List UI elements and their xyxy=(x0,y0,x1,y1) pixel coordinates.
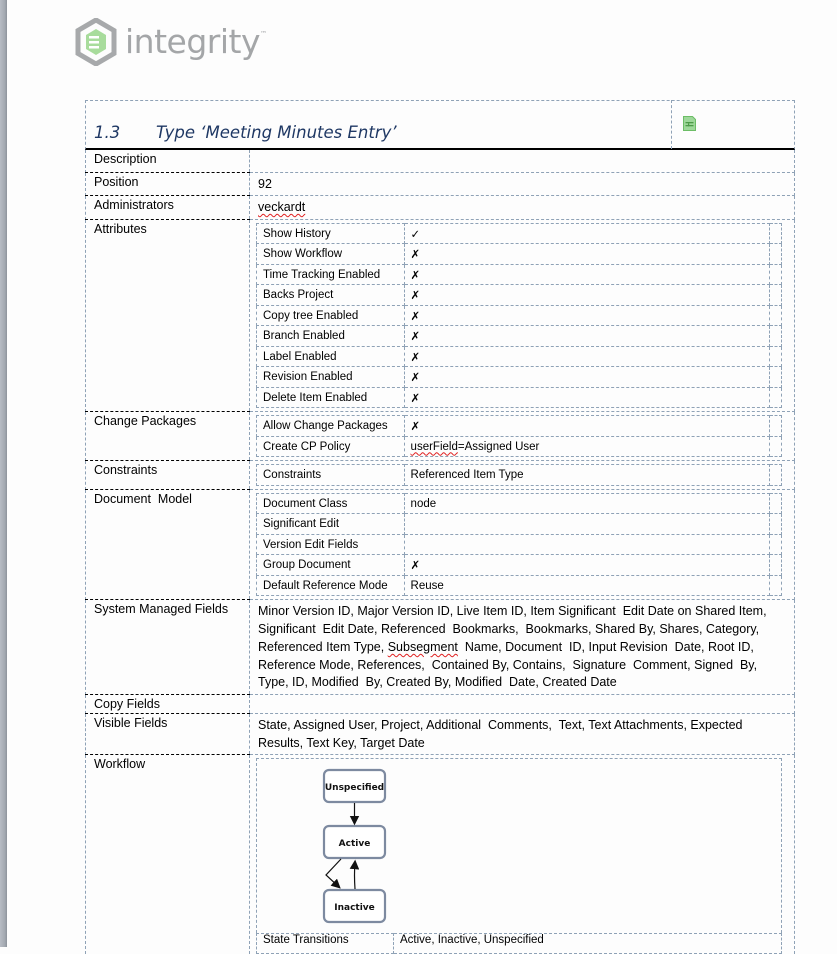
constraint-row xyxy=(257,465,782,486)
row-constraints xyxy=(86,461,795,490)
value-copy-fields xyxy=(250,694,795,713)
attribute-spacer xyxy=(769,264,781,285)
attribute-name: Backs Project xyxy=(257,285,405,306)
cp-value-suffix: =Assigned User xyxy=(457,440,540,453)
attribute-spacer xyxy=(769,367,781,388)
row-document-model xyxy=(86,489,795,600)
constraint-value: Referenced Item Type xyxy=(404,465,769,486)
value-administrators: veckardt xyxy=(258,200,306,215)
label-administrators: Administrators xyxy=(86,196,250,220)
section-heading xyxy=(94,123,397,142)
value-constraints xyxy=(250,461,795,490)
doc-model-row xyxy=(257,534,782,555)
constraint-name: Constraints xyxy=(257,465,405,486)
label-document-model: Document Model xyxy=(86,489,250,600)
state-transitions-label: State Transitions xyxy=(257,934,394,954)
transition-inactive-active xyxy=(355,862,356,889)
state-transitions-value: Active, Inactive, Unspecified xyxy=(394,934,782,954)
row-system-managed-fields xyxy=(86,600,795,695)
label-workflow: Workflow xyxy=(86,755,250,954)
label-system-managed-fields: System Managed Fields xyxy=(86,600,250,695)
attribute-value: ✗ xyxy=(404,264,769,285)
doc-model-row xyxy=(257,575,782,596)
section-title: Type ‘Meeting Minutes Entry’ xyxy=(156,123,397,142)
logo-wordmark: integrity™ xyxy=(125,21,267,61)
row-workflow xyxy=(86,755,795,954)
value-visible-fields: State, Assigned User, Project, Additional Comments, Text, Text Attachments, Expected Results, Text Key, Target Date xyxy=(250,713,795,754)
constraints-table xyxy=(256,464,782,486)
doc-model-row xyxy=(257,493,782,514)
cp-spacer xyxy=(769,436,781,457)
label-attributes: Attributes xyxy=(86,219,250,412)
type-properties-table xyxy=(85,150,795,954)
value-attributes xyxy=(250,219,795,412)
attribute-name: Time Tracking Enabled xyxy=(257,264,405,285)
transition-active-inactive xyxy=(326,859,341,887)
integrity-hexagon-icon xyxy=(75,18,117,66)
attribute-value: ✗ xyxy=(404,326,769,347)
attribute-spacer xyxy=(769,346,781,367)
doc-model-spacer xyxy=(769,575,781,596)
doc-model-row xyxy=(257,555,782,576)
cp-row xyxy=(257,436,782,457)
doc-model-spacer xyxy=(769,493,781,514)
attribute-name: Revision Enabled xyxy=(257,367,405,388)
value-workflow xyxy=(250,755,795,954)
attribute-value: ✗ xyxy=(404,367,769,388)
cp-spacer xyxy=(769,416,781,437)
label-description: Description xyxy=(86,150,250,172)
attribute-row xyxy=(257,346,782,367)
doc-model-spacer xyxy=(769,514,781,535)
row-change-packages xyxy=(86,412,795,461)
cp-value xyxy=(404,436,769,457)
doc-model-name: Group Document xyxy=(257,555,405,576)
label-copy-fields: Copy Fields xyxy=(86,694,250,713)
attribute-spacer xyxy=(769,305,781,326)
doc-model-value: Reuse xyxy=(404,575,769,596)
attribute-name: Delete Item Enabled xyxy=(257,387,405,408)
type-document xyxy=(85,100,795,954)
label-constraints: Constraints xyxy=(86,461,250,490)
integrity-logo xyxy=(75,17,266,67)
attribute-value: ✗ xyxy=(404,305,769,326)
smf-text-a: Minor Version ID, Major Version ID, Live Item ID, Item Significant Edit Date on Shared Item, Significant Edit Date, Referenced Bookmarks, Bookmarks, Shared By, Shares, Category, Referenced Item Type, xyxy=(258,604,771,654)
state-label-inactive: Inactive xyxy=(334,903,375,914)
workflow-diagram-svg xyxy=(321,767,401,927)
value-change-packages xyxy=(250,412,795,461)
label-position: Position xyxy=(86,172,250,196)
label-visible-fields: Visible Fields xyxy=(86,713,250,754)
doc-model-value: node xyxy=(404,493,769,514)
row-position xyxy=(86,172,795,196)
attribute-row xyxy=(257,305,782,326)
attribute-spacer xyxy=(769,244,781,265)
window-left-edge xyxy=(0,0,7,947)
doc-model-value xyxy=(404,514,769,535)
doc-model-value xyxy=(404,534,769,555)
cp-name: Allow Change Packages xyxy=(257,416,405,437)
attribute-row xyxy=(257,264,782,285)
doc-model-spacer xyxy=(769,534,781,555)
attribute-spacer xyxy=(769,223,781,244)
attribute-row xyxy=(257,285,782,306)
doc-model-name: Default Reference Mode xyxy=(257,575,405,596)
doc-model-name: Document Class xyxy=(257,493,405,514)
change-packages-table xyxy=(256,415,782,457)
cp-name: Create CP Policy xyxy=(257,436,405,457)
smf-text-misspelled: Subsegment xyxy=(387,639,458,654)
row-administrators xyxy=(86,196,795,220)
workflow-diagram xyxy=(256,758,782,933)
state-transitions-row xyxy=(257,934,782,954)
attribute-row xyxy=(257,367,782,388)
doc-model-value: ✗ xyxy=(404,555,769,576)
attribute-spacer xyxy=(769,326,781,347)
constraint-spacer xyxy=(769,465,781,486)
doc-model-spacer xyxy=(769,555,781,576)
attribute-name: Show Workflow xyxy=(257,244,405,265)
state-label-unspecified: Unspecified xyxy=(324,783,385,794)
cp-row xyxy=(257,416,782,437)
row-description xyxy=(86,150,795,172)
state-transitions-table xyxy=(256,933,782,954)
section-number: 1.3 xyxy=(94,123,121,142)
doc-model-row xyxy=(257,514,782,535)
label-change-packages: Change Packages xyxy=(86,412,250,461)
value-description xyxy=(250,150,795,172)
row-attributes xyxy=(86,219,795,412)
document-spreadsheet-icon[interactable] xyxy=(683,116,696,131)
value-position: 92 xyxy=(250,172,795,196)
attribute-row xyxy=(257,223,782,244)
document-model-table xyxy=(256,493,782,597)
attribute-value: ✗ xyxy=(404,285,769,306)
cp-value: ✗ xyxy=(404,416,769,437)
value-document-model xyxy=(250,489,795,600)
attribute-value: ✓ xyxy=(404,223,769,244)
attributes-table xyxy=(256,223,782,409)
heading-icon-cell xyxy=(671,100,796,149)
attribute-row xyxy=(257,244,782,265)
attribute-spacer xyxy=(769,387,781,408)
attribute-value: ✗ xyxy=(404,244,769,265)
smf-text-b: Name, Document ID, Input Revision Date, Root ID, Reference Mode, References, Contained By, Contains, Signature Comment, Signed By, Type, ID, Modified By, Created By, Modified Date, Created Date xyxy=(258,639,761,690)
value-system-managed-fields xyxy=(250,600,795,695)
row-visible-fields xyxy=(86,713,795,754)
attribute-spacer xyxy=(769,285,781,306)
attribute-name: Show History xyxy=(257,223,405,244)
attribute-name: Copy tree Enabled xyxy=(257,305,405,326)
cp-value-prefix: userField xyxy=(410,440,458,453)
value-administrators-cell xyxy=(250,196,795,220)
doc-model-name: Significant Edit xyxy=(257,514,405,535)
state-label-active: Active xyxy=(338,839,371,850)
attribute-row xyxy=(257,387,782,408)
section-heading-row xyxy=(85,100,795,150)
attribute-value: ✗ xyxy=(404,387,769,408)
attribute-row xyxy=(257,326,782,347)
row-copy-fields xyxy=(86,694,795,713)
doc-model-name: Version Edit Fields xyxy=(257,534,405,555)
attribute-value: ✗ xyxy=(404,346,769,367)
attribute-name: Branch Enabled xyxy=(257,326,405,347)
attribute-name: Label Enabled xyxy=(257,346,405,367)
